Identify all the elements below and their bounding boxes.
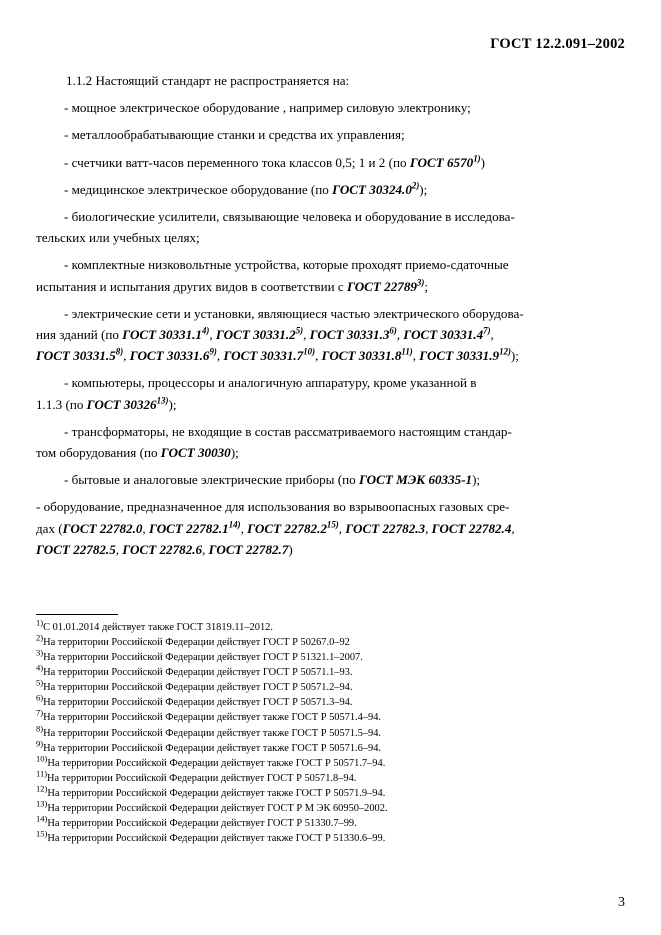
separator: ) xyxy=(288,541,293,557)
standard-reference: ГОСТ 30030 xyxy=(160,445,231,461)
footnote-text: На территории Российской Федерации действует также ГОСТ Р 50571.6–94. xyxy=(43,742,382,754)
list-item-continuation: тельских или учебных целях; xyxy=(36,230,200,246)
separator: , xyxy=(490,327,494,343)
list-item xyxy=(36,421,625,442)
separator: , xyxy=(511,520,515,536)
footnote-marker: 9) xyxy=(209,346,217,357)
list-item-continuation xyxy=(36,276,625,297)
footnote-text: На территории Российской Федерации действует ГОСТ Р 50571.8–94. xyxy=(47,772,357,784)
footnote-item xyxy=(36,647,625,665)
footnote-number: 13) xyxy=(36,798,48,809)
footnote-marker: 1) xyxy=(473,153,481,164)
list-item xyxy=(36,372,625,393)
footnote-number: 8) xyxy=(36,723,44,734)
standard-reference: ГОСТ МЭК 60335-1 xyxy=(358,472,473,488)
footnote-text: На территории Российской Федерации действует ГОСТ Р 50571.3–94. xyxy=(43,697,353,709)
standard-reference: ГОСТ 30331.3 xyxy=(309,327,390,343)
footnote-item xyxy=(36,813,625,831)
footnote-text: С 01.01.2014 действует также ГОСТ 31819.11–2012. xyxy=(43,622,273,633)
footnote-marker: 6) xyxy=(389,325,397,336)
footnote-item xyxy=(36,692,625,710)
list-item xyxy=(36,152,625,173)
page-header: ГОСТ 12.2.091–2002 xyxy=(490,36,625,52)
standard-reference: ГОСТ 22782.4 xyxy=(431,520,512,536)
list-item xyxy=(36,254,625,275)
separator: , xyxy=(338,520,346,536)
list-item-text: ния зданий (по xyxy=(36,327,123,343)
footnote-marker: 10) xyxy=(303,346,316,357)
standard-reference: ГОСТ 30331.1 xyxy=(122,327,202,343)
page-number: 3 xyxy=(618,895,625,910)
footnote-text: На территории Российской Федерации действует ГОСТ Р 50267.0–92 xyxy=(43,637,350,649)
list-item-text: - счетчики ватт-часов переменного тока классов 0,5; 1 и 2 (по xyxy=(64,154,410,170)
footnote-text: На территории Российской Федерации действует также ГОСТ Р 50571.7–94. xyxy=(47,757,386,769)
list-item-continuation xyxy=(36,345,625,366)
standard-reference: ГОСТ 22789 xyxy=(346,278,417,294)
footnote-number: 2) xyxy=(36,632,44,643)
footnote-number: 10) xyxy=(36,753,48,764)
footnote-item xyxy=(36,828,625,846)
list-item-tail: ); xyxy=(419,181,428,197)
footnote-text: На территории Российской Федерации действует ГОСТ Р 51330.7–99. xyxy=(47,818,357,830)
list-item-text: - компьютеры, процессоры и аналогичную аппаратуру, кроме указанной в xyxy=(64,375,477,391)
footnote-item xyxy=(36,617,625,635)
list-item-text: 1.1.3 (по xyxy=(36,396,87,412)
list-item-continuation xyxy=(36,324,625,345)
footnote-marker: 3) xyxy=(416,277,425,288)
list-item-tail: ); xyxy=(230,445,239,461)
list-item xyxy=(36,303,625,324)
list-item xyxy=(36,179,625,200)
standard-reference: ГОСТ 30331.6 xyxy=(129,348,210,364)
footnote-marker: 2) xyxy=(411,180,420,191)
footnote-item xyxy=(36,738,625,756)
list-item-continuation xyxy=(36,539,625,560)
standard-reference: ГОСТ 30326 xyxy=(86,396,157,412)
footnote-list xyxy=(36,617,625,846)
footnote-marker: 13) xyxy=(156,395,169,406)
list-item-continuation xyxy=(36,518,625,539)
separator: , xyxy=(240,520,248,536)
standard-reference: ГОСТ 6570 xyxy=(409,154,474,170)
footnote-item xyxy=(36,632,625,650)
separator: , xyxy=(396,327,404,343)
list-item-text: том оборудования (по xyxy=(36,445,161,461)
footnote-number: 12) xyxy=(36,783,48,794)
footnote-item xyxy=(36,662,625,680)
separator: , xyxy=(315,348,322,364)
list-item-tail: ; xyxy=(424,278,428,294)
footnote-item xyxy=(36,710,625,725)
list-item-text: - мощное электрическое оборудование , например силовую электронику; xyxy=(64,100,471,116)
footnote-item xyxy=(36,783,625,801)
footnote-item xyxy=(36,798,625,816)
footnote-text: На территории Российской Федерации действует ГОСТ Р М ЭК 60950–2002. xyxy=(47,802,388,814)
footnote-text: На территории Российской Федерации действует ГОСТ Р 50571.1–93. xyxy=(43,667,353,679)
list-item-text: - электрические сети и установки, являющиеся частью электрического оборудова- xyxy=(64,305,524,321)
standard-reference: ГОСТ 22782.1 xyxy=(148,520,229,536)
footnote-number: 1) xyxy=(36,617,44,628)
separator: , xyxy=(209,327,216,343)
separator: , xyxy=(123,348,130,364)
list-item-text: - биологические усилители, связывающие человека и оборудование в исследова- xyxy=(64,209,515,225)
footnote-number: 5) xyxy=(36,677,44,688)
footnote-item xyxy=(36,677,625,695)
footnote-text: На территории Российской Федерации действует также ГОСТ Р 50571.4–94. xyxy=(43,712,382,724)
list-item xyxy=(36,124,625,145)
standard-reference: ГОСТ 30331.9 xyxy=(419,348,500,364)
separator: , xyxy=(202,541,209,557)
footnote-item xyxy=(36,723,625,741)
list-item xyxy=(36,469,625,490)
standard-reference: ГОСТ 30331.5 xyxy=(36,348,116,364)
footnote-text: На территории Российской Федерации действует ГОСТ Р 51321.1–2007. xyxy=(43,652,363,664)
list-item-text: - металлообрабатывающие станки и средства их управления; xyxy=(64,127,405,143)
standard-reference: ГОСТ 30331.4 xyxy=(403,327,484,343)
footnote-text: На территории Российской Федерации действует также ГОСТ Р 50571.9–94. xyxy=(47,787,386,799)
separator: , xyxy=(303,327,310,343)
list-item xyxy=(36,206,625,227)
document-body xyxy=(36,70,625,566)
standard-reference: ГОСТ 30331.2 xyxy=(215,327,296,343)
footnote-item xyxy=(36,753,625,771)
list-item xyxy=(36,496,625,517)
footnote-number: 11) xyxy=(36,768,48,779)
footnote-item xyxy=(36,768,625,786)
standard-reference: ГОСТ 30331.7 xyxy=(223,348,304,364)
footnote-text: На территории Российской Федерации действует также ГОСТ Р 51330.6–99. xyxy=(47,833,386,845)
footnote-marker: 14) xyxy=(228,519,241,530)
footnote-number: 7) xyxy=(36,708,44,718)
footnote-text: На территории Российской Федерации действует ГОСТ Р 50571.2–94. xyxy=(43,682,353,694)
list-item-text: - комплектные низковольтные устройства, которые проходят приемо-сдаточные xyxy=(64,257,509,273)
list-item-continuation xyxy=(36,394,625,415)
separator: , xyxy=(425,520,432,536)
footnote-marker: 12) xyxy=(499,346,511,357)
footnote-marker: 4) xyxy=(201,325,210,336)
separator: ); xyxy=(510,348,519,364)
footnote-marker: 15) xyxy=(326,519,339,530)
standard-reference: ГОСТ 30331.8 xyxy=(321,348,402,364)
footnote-number: 4) xyxy=(36,662,44,673)
footnote-number: 3) xyxy=(36,647,44,658)
list-item-tail: ); xyxy=(472,472,481,488)
list-item-continuation xyxy=(36,442,625,463)
list-item-text: испытания и испытания других видов в соответствии с xyxy=(36,278,347,294)
footnote-marker: 5) xyxy=(295,325,304,336)
standard-reference: ГОСТ 22782.0 xyxy=(62,520,143,536)
standard-reference: ГОСТ 22782.7 xyxy=(208,541,289,557)
separator: , xyxy=(142,520,149,536)
footnote-text: На территории Российской Федерации действует также ГОСТ Р 50571.5–94. xyxy=(43,727,382,739)
clause-intro: 1.1.2 Настоящий стандарт не распространяется на: xyxy=(66,73,350,88)
list-item xyxy=(36,97,625,118)
list-item-tail: ) xyxy=(480,154,485,170)
footnote-number: 14) xyxy=(36,813,48,824)
footnote-marker: 8) xyxy=(115,346,124,357)
footnote-number: 9) xyxy=(36,738,44,749)
separator: , xyxy=(216,348,224,364)
separator: , xyxy=(115,541,123,557)
footnote-number: 15) xyxy=(36,828,48,839)
footnote-divider xyxy=(36,614,118,615)
standard-reference: ГОСТ 22782.5 xyxy=(36,541,116,557)
list-item-tail: ); xyxy=(168,396,177,412)
list-item-text: дах ( xyxy=(36,520,63,536)
standard-reference: ГОСТ 22782.6 xyxy=(122,541,203,557)
standard-reference: ГОСТ 22782.3 xyxy=(345,520,426,536)
list-item-text: - бытовые и аналоговые электрические приборы (по xyxy=(64,472,359,488)
separator: , xyxy=(412,348,420,364)
list-item-text: - оборудование, предназначенное для использования во взрывоопасных газовых сре- xyxy=(36,499,510,515)
list-item-text: - трансформаторы, не входящие в состав рассматриваемого настоящим стандар- xyxy=(64,423,512,439)
list-item-text: - медицинское электрическое оборудование (по xyxy=(64,181,333,197)
footnote-marker: 7) xyxy=(483,325,491,336)
standard-reference: ГОСТ 30324.0 xyxy=(332,181,412,197)
footnote-number: 6) xyxy=(36,692,44,703)
standard-reference: ГОСТ 22782.2 xyxy=(247,520,327,536)
footnote-marker: 11) xyxy=(401,346,413,357)
